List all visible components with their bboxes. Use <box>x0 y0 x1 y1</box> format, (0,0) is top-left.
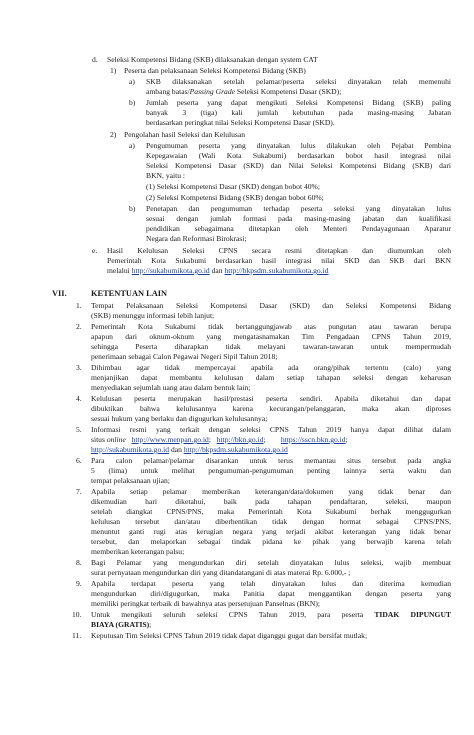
section-e-line: Pemerintah Kota Sukabumi berdasarkan hasil integrasi nilai SKD dan SKB dari BKN <box>107 256 451 265</box>
item-2b-line: sesuai dengan jumlah formasi pada masing-masing jabatan dan kualifikasi <box>146 214 451 223</box>
rule-line: kelulusan tersebut dan/atau diberhentikan tidak dengan hormat sebagai CPNS/PNS, <box>91 517 451 526</box>
rule-line: Apabila setiap pelamar memberikan keterangan/data/dokumen yang tidak benar dan <box>91 487 451 496</box>
rule-line: penerimaan sebagai Calon Pegawai Negeri Sipil Tahun 2018; <box>91 352 278 361</box>
rule-number: 8. <box>76 558 82 567</box>
link-sukabumikota[interactable]: http://sukabumikota.go.id <box>131 266 210 275</box>
section-vii-title: KETENTUAN LAIN <box>91 289 168 298</box>
rule-number: 11. <box>72 631 82 640</box>
rule-line: memberikan keterangan palsu; <box>91 547 185 556</box>
rule-line: http://sukabumikota.go.id dan http://bkpsdm.sukabumikota.go.id <box>91 445 288 454</box>
rule-number: 4. <box>76 394 82 403</box>
rule-line: tersebut, dan melaporkan sebagai tindak pidana ke pihak yang berwajib karena telah <box>91 537 451 546</box>
rule-line: menuntut ganti rugi atas kerugian negara yang terjadi akibat keterangan yang tidak benar <box>91 527 451 536</box>
rule-line: Dihimbau agar tidak mempercayai apabila ada orang/pihak tertentu (calo) yang <box>91 363 451 372</box>
item-1b-line: banyak 3 (tiga) kali jumlah kebutuhan pada masing-masing Jabatan <box>146 108 451 117</box>
item-2b-line: Negara dan Reformasi Birokrasi; <box>146 234 247 243</box>
rule-number: 9. <box>76 579 82 588</box>
section-d-intro: Seleksi Kompetensi Bidang (SKB) dilaksanakan dengan system CAT <box>107 55 318 64</box>
rule-line: Tempat Pelaksanaan Seleksi Kompetensi Dasar (SKD) dan Seleksi Kompetensi Bidang <box>91 301 451 310</box>
rule-number: 7. <box>76 487 82 496</box>
rule-number: 6. <box>76 456 82 465</box>
rule-line: (SKB) menunggu informasi lebih lanjut; <box>91 311 215 320</box>
rule-number: 5. <box>76 425 82 434</box>
weight-skd: (1) Seleksi Kompetensi Dasar (SKD) dengan bobot 40%; <box>146 182 320 191</box>
section-e-marker: e. <box>92 246 98 255</box>
item-2-title: Pengolahan hasil Seleksi dan Kelulusan <box>124 130 246 139</box>
link-bkpsdm[interactable]: http://bkpsdm.sukabumikota.go.id <box>183 445 288 454</box>
rule-line: mengundurkan diri/digugurkan, maka Panitia dapat menggantikan dengan peserta yang <box>91 589 451 598</box>
item-2-marker: 2) <box>110 130 117 139</box>
rule-number: 3. <box>76 363 82 372</box>
rule-line: Bagi Pelamar yang mengundurkan diri setelah dinyatakan lulus seleksi, wajib membuat <box>91 558 451 567</box>
item-2b-line: pendidikan sebagaimana ditetapkan oleh Menteri Pendayagunaan Aparatur <box>146 224 451 233</box>
rule-line: dikemudian hari diketahui, baik pada tahapan pendaftaran, seleksi, maupun <box>91 497 451 506</box>
item-1b-marker: b) <box>129 98 136 107</box>
rule-line: tempat pelaksanaan ujian; <box>91 476 170 485</box>
section-vii-numeral: VII. <box>52 289 67 298</box>
item-1-title: Peserta dan pelaksanaan Seleksi Kompetensi Bidang (SKB) <box>124 66 306 75</box>
rule-line: sesuai hukum yang berlaku dan digugurkan kelulusannya; <box>91 414 268 423</box>
link-bkpsdm[interactable]: http://bkpsdm.sukabumikota.go.id <box>224 266 329 275</box>
rule-line: BIAYA (GRATIS); <box>91 620 152 629</box>
rule-line: Informasi resmi yang terkait dengan seleksi CPNS Tahun 2019 hanya dapat dilihat dalam <box>91 425 451 434</box>
link-bkn[interactable]: http://bkn.go.id <box>216 435 264 444</box>
item-2a-line: Kepegawaian (Wali Kota Sukabumi) berdasarkan bobot hasil integrasi nilai <box>146 151 451 160</box>
item-1a-marker: a) <box>129 77 135 86</box>
rule-line: setelah diangkat CPNS/PNS, maka Pemerintah Kota Sukabumi berhak menggugurkan <box>91 507 451 516</box>
link-sukabumikota[interactable]: http://sukabumikota.go.id <box>91 445 170 454</box>
item-2b-marker: b) <box>129 204 136 213</box>
item-2a-line: Pengumuman peserta yang dinyatakan lulus dilakukan oleh Pejabat Pembina <box>146 141 451 150</box>
item-2b-line: Penetapan dan pengumuman terhadap peserta seleksi yang dinyatakan lulus <box>146 204 451 213</box>
rule-line: 5 (lima) untuk melihat pengumuman-pengumuman penting lainnya serta waktu dan <box>91 466 451 475</box>
rule-line: Pemerintah Kota Sukabumi tidak bertanggungjawab atas pungutan atau tawaran berupa <box>91 322 451 331</box>
link-sscn[interactable]: https://sscn.bkn.go.id <box>280 435 346 444</box>
rule-line: apapun dari oknum-oknum yang mengatasnamakan Tim Pengadaan CPNS Tahun 2019, <box>91 332 451 341</box>
item-1a-line: ambang batas/Passing Grade Seleksi Kompetensi Dasar (SKD); <box>146 87 342 96</box>
rule-line: sehingga Peserta diharapkan tidak melayani tawaran-tawaran untuk mempermudah <box>91 342 451 351</box>
rule-line: menjanjikan dapat membantu kelulusan dalam setiap tahapan seleksi dengan keharusan <box>91 373 451 382</box>
rule-line: menyediakan sejumlah uang atau dalam bentuk lain; <box>91 383 251 392</box>
rule-line: Untuk mengikuti seluruh seleksi CPNS Tahun 2019, para peserta TIDAK DIPUNGUT <box>91 610 451 619</box>
link-menpan[interactable]: http://www.menpan.go.id <box>131 435 209 444</box>
item-2a-line: BKN, yaitu : <box>146 171 186 180</box>
rule-line: surat pernyataan mengundurkan diri yang ditandatangani di atas materai Rp. 6.000,- ; <box>91 568 351 577</box>
rule-line: Kelulusan peserta merupakan hasil/prestasi peserta sendiri. Apabila diketahui dan dapat <box>91 394 451 403</box>
item-1b-line: Jumlah peserta yang dapat mengikuti Seleksi Kompetensi Bidang (SKB) paling <box>146 98 451 107</box>
rule-line: Para calon pelamar/pelamar disarankan untuk terus memantau situs tersebut pada angka <box>91 456 451 465</box>
section-e-line: melalui http://sukabumikota.go.id dan http://bkpsdm.sukabumikota.go.id <box>107 266 329 275</box>
rule-number: 10. <box>72 610 82 619</box>
item-1a-line: SKB dilaksanakan setelah pelamar/peserta seleksi dinyatakan telah memenuhi <box>146 77 451 86</box>
rule-number: 1. <box>76 301 82 310</box>
item-2a-line: Seleksi Kompetensi Dasar (SKD) dan Nilai Seleksi Kompetensi Bidang (SKB) dari <box>146 161 451 170</box>
rule-line: dibuktikan bahwa kelulusannya karena kecurangan/pelanggaran, maka akan diproses <box>91 404 451 413</box>
rule-number: 2. <box>76 322 82 331</box>
rule-line: Keputusan Tim Seleksi CPNS Tahun 2019 tidak dapat diganggu gugat dan bersifat mutlak; <box>91 631 368 640</box>
item-1b-line: berdasarkan peringkat nilai Seleksi Kompetensi Dasar (SKD). <box>146 118 335 127</box>
rule-line: Apabila terdapat peserta yang telah dinyatakan lulus dan diterima kemudian <box>91 579 451 588</box>
rule-line: situs online http://www.menpan.go.id; http://bkn.go.id; https://sscn.bkn.go.id; <box>91 435 348 444</box>
weight-skb: (2) Seleksi Kompetensi Bidang (SKB) dengan bobot 60%; <box>146 193 324 202</box>
item-2a-marker: a) <box>129 141 135 150</box>
item-1-marker: 1) <box>110 66 117 75</box>
rule-line: memiliki peringkat terbaik di bawahnya atas persetujuan Panselnas (BKN); <box>91 599 321 608</box>
section-e-line: Hasil Kelulusan Seleksi CPNS secara resmi ditetapkan dan diumumkan oleh <box>107 246 451 255</box>
section-d-marker: d. <box>92 55 98 64</box>
